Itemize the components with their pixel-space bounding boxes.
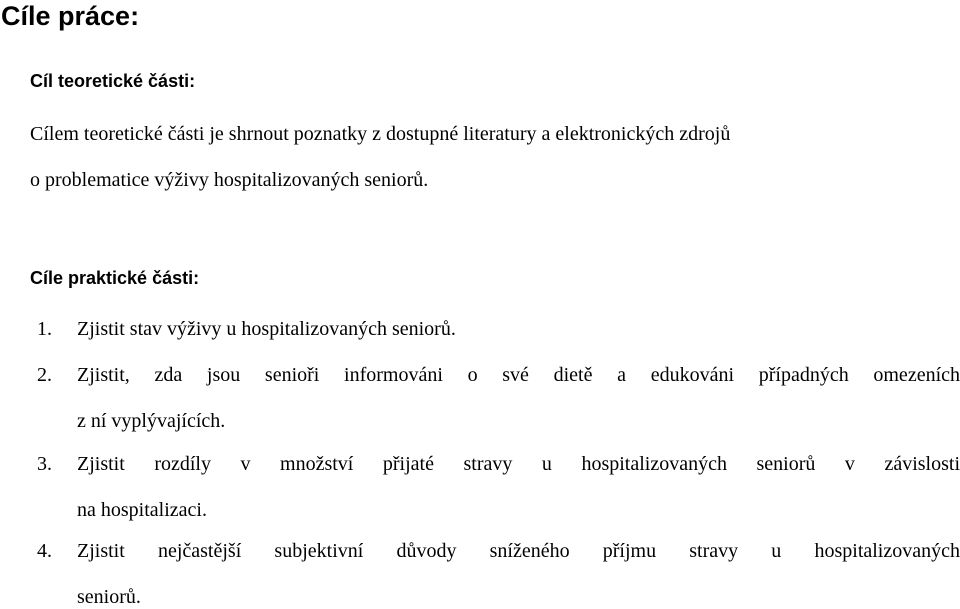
theory-paragraph-line-1: Cílem teoretické části je shrnout poznatky z dostupné literatury a elektronických zdrojů [30, 123, 731, 145]
goal-item-4 [30, 539, 960, 609]
goal-text-line-2: na hospitalizaci. [77, 499, 207, 521]
theory-paragraph-line-2: o problematice výživy hospitalizovaných seniorů. [30, 169, 429, 191]
goal-item-2 [30, 363, 960, 433]
goal-text-line-1: Zjistit, zda jsou senioři informováni o své dietě a edukováni případných omezeních [77, 364, 960, 386]
goal-text-line-2: z ní vyplývajících. [77, 410, 226, 432]
goal-text-line-1: Zjistit nejčastější subjektivní důvody sníženého příjmu stravy u hospitalizovaných [77, 540, 960, 562]
page-title: Cíle práce: [1, 1, 140, 31]
goal-number: 3. [37, 453, 52, 475]
goal-item-1 [30, 317, 960, 341]
goal-number: 1. [37, 318, 52, 340]
goal-text-line-1: Zjistit rozdíly v množství přijaté stravy u hospitalizovaných seniorů v závislosti [77, 453, 960, 475]
goal-number: 4. [37, 540, 52, 562]
practice-heading: Cíle praktické části: [30, 268, 200, 288]
goal-item-3 [30, 452, 960, 522]
goal-text-line-1: Zjistit stav výživy u hospitalizovaných seniorů. [77, 318, 456, 340]
goal-text-line-2: seniorů. [77, 586, 141, 608]
goal-number: 2. [37, 364, 52, 386]
theory-heading: Cíl teoretické části: [30, 71, 196, 91]
